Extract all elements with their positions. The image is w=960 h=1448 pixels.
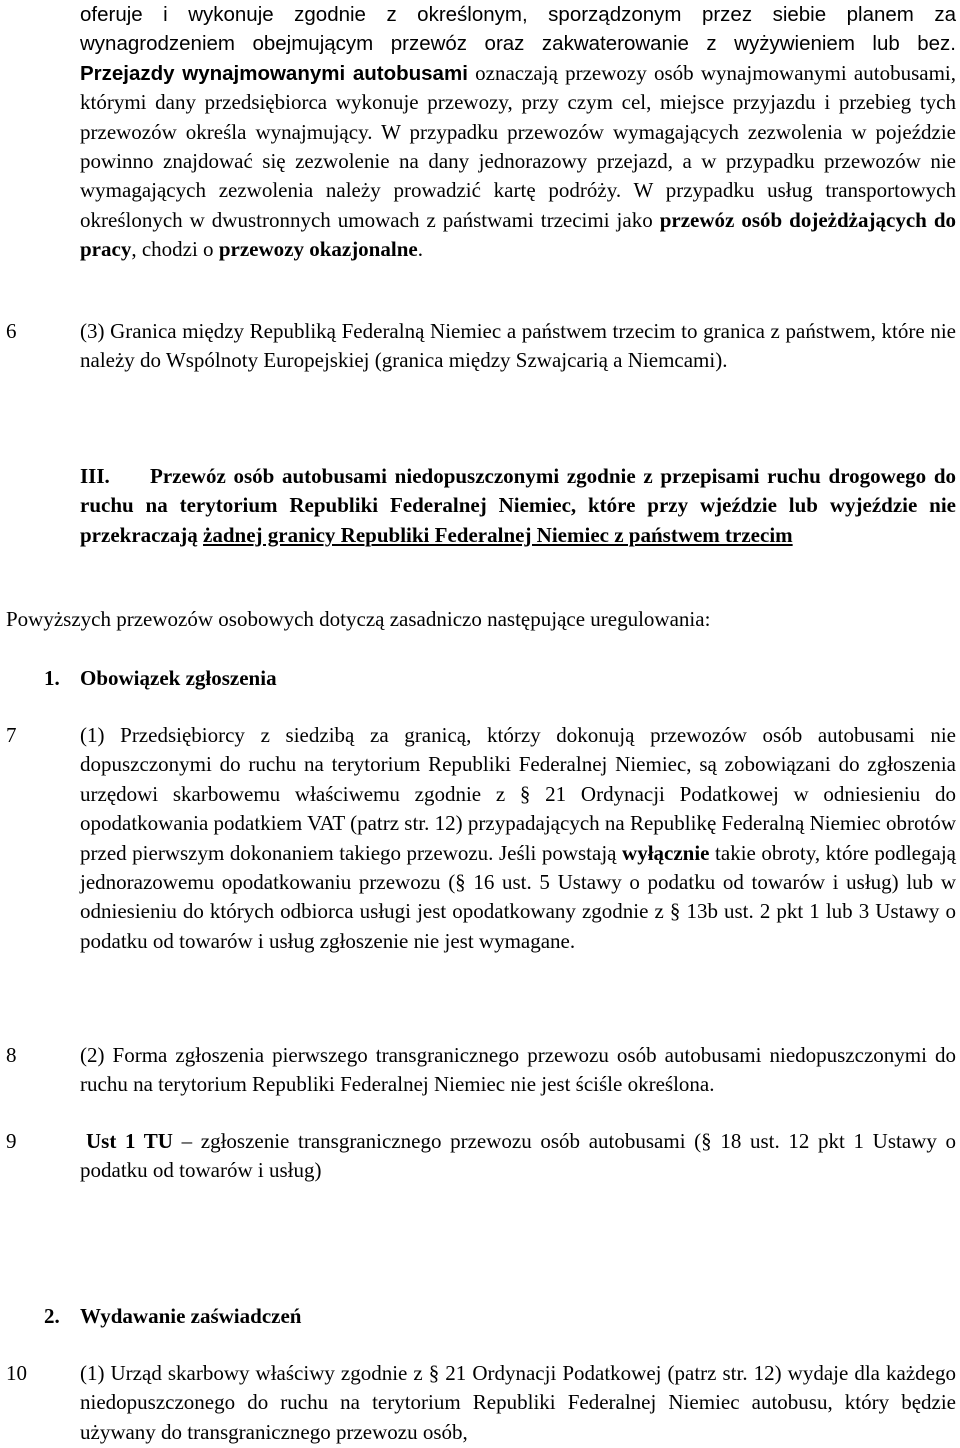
paragraph-text: takie obroty, które podlegają jednorazowemu opodatkowaniu przewozu (§ 16 ust. 5 Ustawy o podatku od towarów i usług) lub w odniesieniu do których odbiorca usługi jest opodatkowany zgodnie z § 13b ust. 2 pkt 1 lub 3 Ustawy o podatku od towarów i usług zgłoszenie nie jest wymagane. (80, 840, 956, 953)
subheading-title: Wydawanie zaświadczeń (80, 1304, 302, 1328)
paragraph-text: , chodzi o (131, 237, 219, 262)
subheading-number: 2. (44, 1304, 60, 1328)
paragraph-text: . (417, 237, 423, 262)
term-bold: Ust 1 TU (86, 1129, 173, 1153)
paragraph-text: oznaczają przewozy osób wynajmowanymi autobusami, którymi dany przedsiębiorca wykonuje przewozy, przy czym cel, miejsce przyjazdu i przebieg tych przewozów określa wynajmujący. W przypadku przewozów wymagających zezwolenia w pojeździe powinno znajdować się zezwolenie na dany jednorazowy przejazd, a w przypadku przewozów nie wymagających zezwolenia należy prowadzić kartę podróży. W przypadku usług transportowych określonych w dwustronnych umowach z państwami trzecimi jako (80, 60, 956, 232)
margin-number: 9 (6, 1129, 17, 1153)
term-bold: Przejazdy wynajmowanymi autobusami (80, 61, 468, 85)
margin-number: 10 (6, 1361, 27, 1385)
paragraph-item-8: (2) Forma zgłoszenia pierwszego transgranicznego przewozu osób autobusami niedopuszczonymi do ruchu na terytorium Republiki Federalnej Niemiec nie jest ściśle określona. (80, 1043, 956, 1097)
paragraph-item-9 (80, 1127, 956, 1186)
margin-number: 8 (6, 1043, 17, 1067)
intro-line: Powyższych przewozów osobowych dotyczą zasadniczo następujące uregulowania: (6, 607, 711, 631)
margin-number: 6 (6, 319, 17, 343)
paragraph-text: (1) Przedsiębiorcy z siedzibą za granicą, którzy dokonują przewozów osób autobusami nie dopuszczonymi do ruchu na terytorium Republiki Federalnej Niemiec, są zobowiązani do zgłoszenia urzędowi skarbowemu właściwemu zgodnie z § 21 Ordynacji Podatkowej w odniesieniu do opodatkowania podatkiem VAT (patrz str. 12) przypadających na Republikę Federalną Niemiec obrotów przed pierwszym dokonaniem takiego przewozu. Jeśli powstają (80, 723, 956, 865)
section-title: Przewóz osób autobusami niedopuszczonymi zgodnie z przepisami ruchu drogowego do ruchu na terytorium Republiki Federalnej Niemiec, które przy wjeździe lub wyjeździe nie przekraczają (80, 464, 956, 547)
paragraph-item-7 (80, 721, 956, 956)
subheading-2 (44, 1302, 844, 1331)
subheading-number: 1. (44, 666, 60, 690)
paragraph-text: – zgłoszenie transgranicznego przewozu osób autobusami (§ 18 ust. 12 pkt 1 Ustawy o podatku od towarów i usług) (80, 1129, 956, 1183)
paragraph-continuation (80, 0, 956, 265)
section-title-underlined: żadnej granicy Republiki Federalnej Niemiec z państwem trzecim (203, 522, 793, 547)
margin-number: 7 (6, 723, 17, 747)
subheading-1 (44, 664, 844, 693)
section-heading-III (80, 462, 956, 550)
subheading-title: Obowiązek zgłoszenia (80, 666, 277, 690)
paragraph-text: oferuje i wykonuje zgodnie z określonym, sporządzonym przez siebie planem za wynagrodzeniem obejmującym przewóz oraz zakwaterowanie z wyżywieniem lub bez. (80, 3, 956, 56)
term-bold: wyłącznie (622, 840, 710, 865)
paragraph-item-6: (3) Granica między Republiką Federalną Niemiec a państwem trzecim to granica z państwem, które nie należy do Wspólnoty Europejskiej (granica między Szwajcarią a Niemcami). (80, 319, 956, 373)
term-bold: przewozy okazjonalne (218, 237, 418, 262)
section-number: III. (80, 464, 110, 488)
paragraph-item-10: (1) Urząd skarbowy właściwy zgodnie z § 21 Ordynacji Podatkowej (patrz str. 12) wydaje dla każdego niedopuszczonego do ruchu na terytorium Republiki Federalnej Niemiec autobusu, który będzie używany do transgranicznego przewozu osób, (80, 1361, 956, 1444)
term-bold: przewóz osób dojeżdżających do pracy (80, 207, 956, 262)
